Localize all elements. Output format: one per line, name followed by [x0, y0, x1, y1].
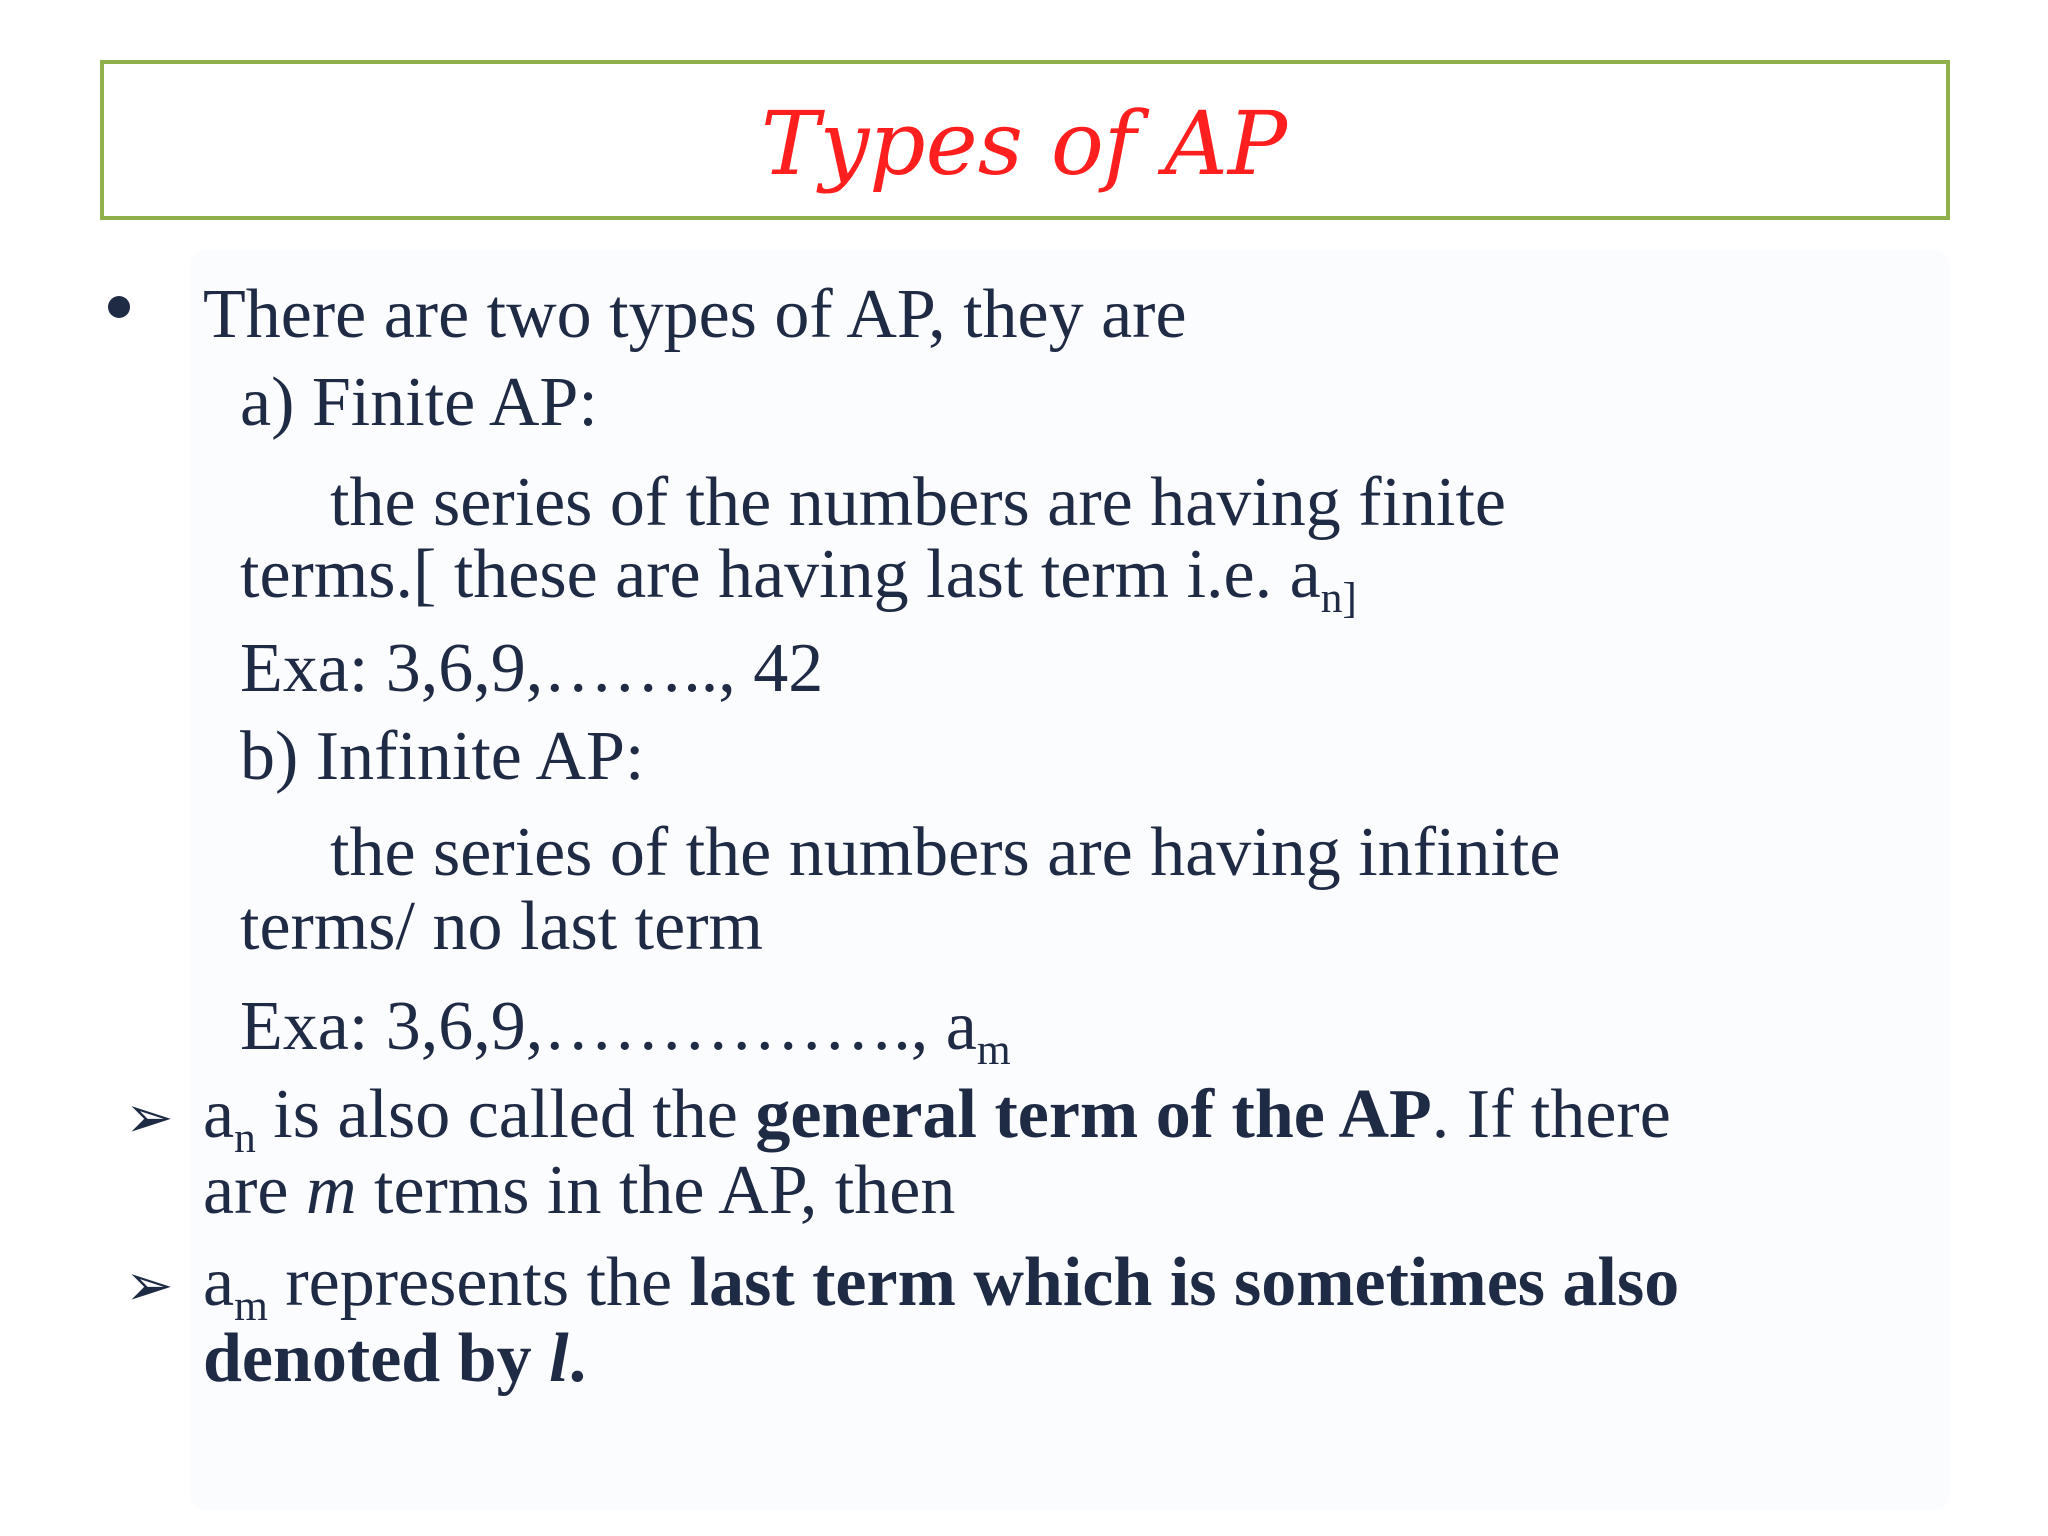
infinite-example [240, 988, 1011, 1075]
point1-subscript: n [234, 1114, 256, 1163]
point1-line2-pre: are [203, 1152, 306, 1229]
finite-heading: a) Finite AP: [240, 364, 598, 441]
point1-line2 [203, 1152, 956, 1229]
arrow-bullet-icon: ➢ [125, 1251, 174, 1319]
point2-italic-l: l [549, 1320, 569, 1397]
point1-line2-post: terms in the AP, then [356, 1152, 956, 1229]
point2-line1 [203, 1244, 1680, 1331]
infinite-desc-line2: terms/ no last term [240, 888, 763, 965]
arrow-bullet-icon: ➢ [125, 1083, 174, 1151]
point1-line2-italic: m [305, 1152, 357, 1229]
finite-desc-line1: the series of the numbers are having finite [330, 464, 1506, 541]
point1-text2: . If there [1431, 1076, 1671, 1153]
point1-line1 [203, 1076, 1671, 1163]
point2-subscript: m [234, 1282, 268, 1331]
infinite-example-text: Exa: 3,6,9,……………., a [240, 988, 977, 1065]
point1-text1: is also called the [255, 1076, 756, 1153]
point2-text1: represents the [267, 1244, 690, 1321]
point2-a: a [203, 1244, 235, 1321]
circle-bullet-icon [108, 296, 130, 318]
infinite-heading: b) Infinite AP: [240, 718, 645, 795]
infinite-example-subscript: m [976, 1026, 1011, 1075]
point1-bold: general term of the AP [755, 1076, 1432, 1153]
finite-desc-subscript: n] [1320, 574, 1357, 623]
point2-bold2: denoted by [203, 1320, 550, 1397]
finite-example: Exa: 3,6,9,…….., 42 [240, 630, 824, 707]
finite-desc-line2-text: terms.[ these are having last term i.e. a [240, 536, 1321, 613]
slide-title: Types of AP [760, 92, 1288, 195]
intro-text: There are two types of AP, they are [203, 276, 1187, 353]
infinite-desc-line1: the series of the numbers are having infinite [330, 814, 1561, 891]
point2-line2 [203, 1320, 587, 1397]
point1-a: a [203, 1076, 235, 1153]
finite-desc-line2 [240, 536, 1357, 623]
point2-bold1: last term which is sometimes also [689, 1244, 1680, 1321]
point2-end: . [568, 1320, 587, 1397]
